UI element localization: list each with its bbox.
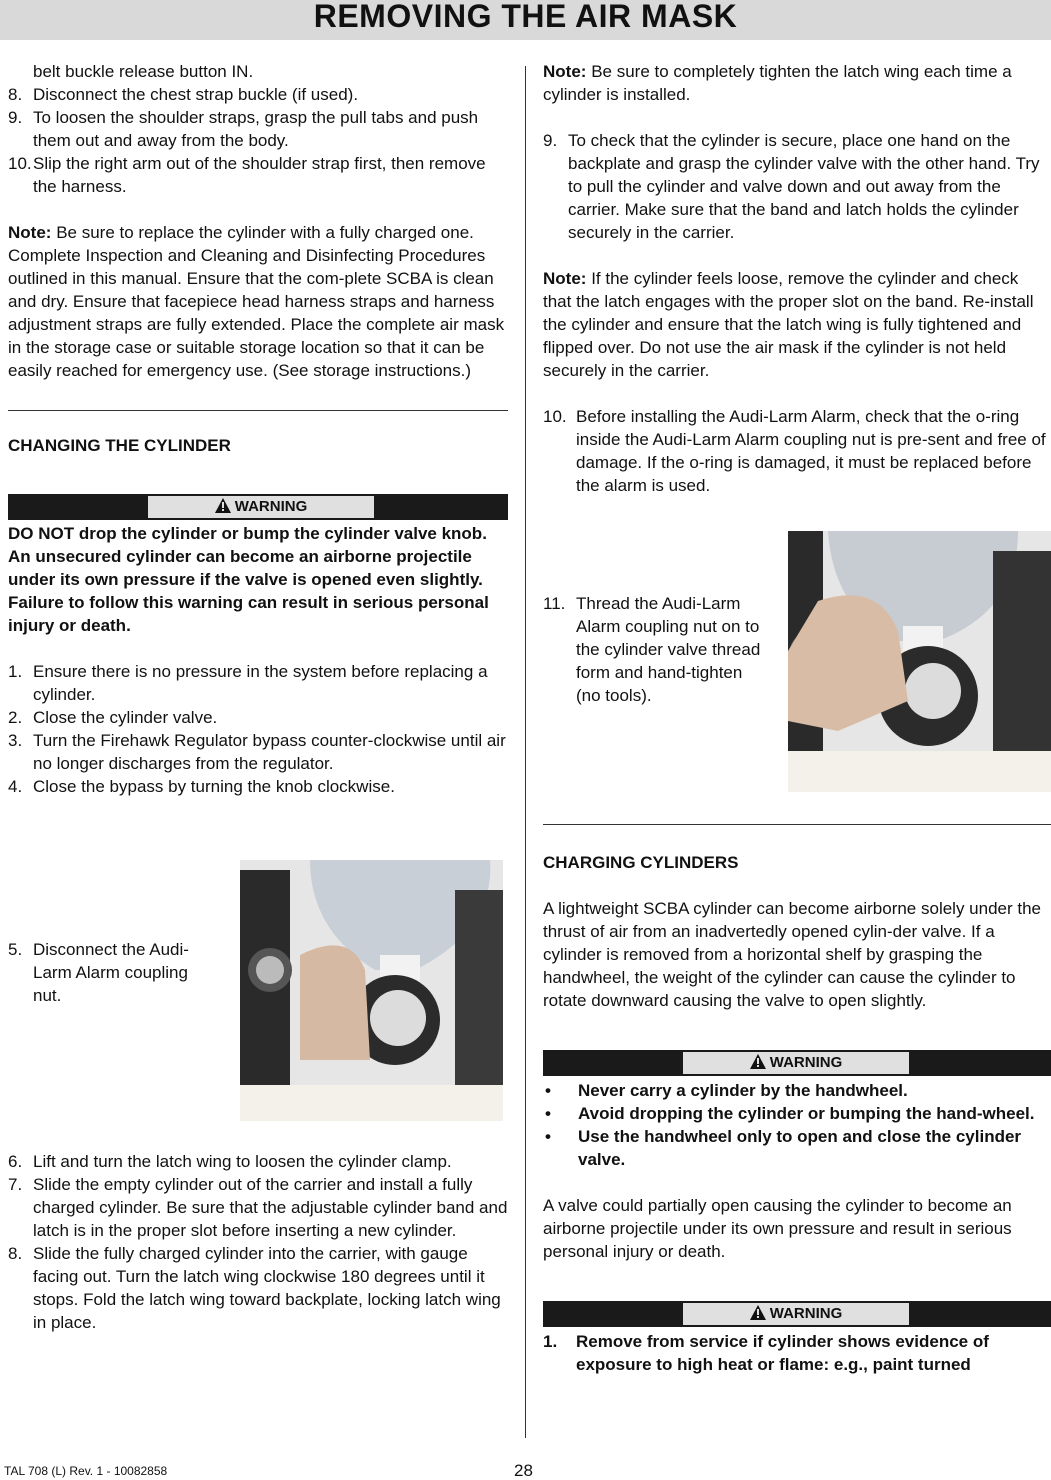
- step-number: 11.: [543, 594, 566, 613]
- column-divider: [525, 66, 526, 1438]
- step-number: 2.: [8, 708, 23, 727]
- warning-banner: [543, 1050, 1051, 1076]
- warning-bullets: [543, 1079, 1051, 1171]
- list-item: [8, 1242, 508, 1334]
- step-number: 9.: [8, 108, 23, 127]
- step-number: 9.: [543, 131, 558, 150]
- step-number: 5.: [8, 940, 23, 959]
- warning-label-box: [148, 496, 374, 518]
- steps-list-a: [8, 83, 508, 198]
- warning-triangle-icon: [750, 1305, 766, 1320]
- bullet-text: Never carry a cylinder by the handwheel.: [578, 1081, 908, 1100]
- cylinder-valve-photo: [240, 860, 503, 1121]
- warning-bullet: [543, 1125, 1051, 1171]
- step-text: Ensure there is no pressure in the system before replacing a cylinder.: [33, 662, 488, 704]
- step-number: 1.: [8, 662, 23, 681]
- step-text: Slide the empty cylinder out of the carrier and install a fully charged cylinder. Be sure that the adjustable cylinder band and latch is in the proper slot before inserting a new cylinder.: [33, 1175, 508, 1240]
- list-item: [8, 152, 508, 198]
- page-number: 28: [514, 1461, 533, 1480]
- warning-banner: [8, 494, 508, 520]
- steps-list-c: [8, 1150, 508, 1334]
- continued-line: belt buckle release button IN.: [33, 62, 254, 81]
- note-label: Note:: [543, 269, 587, 288]
- step-number: 1.: [543, 1332, 558, 1351]
- warning-label-box: [683, 1052, 909, 1074]
- left-column: [8, 60, 508, 798]
- note-paragraph: [8, 221, 508, 382]
- step-text: Disconnect the Audi-Larm Alarm coupling nut.: [33, 940, 189, 1005]
- note-label: Note:: [543, 62, 587, 81]
- valve-paragraph: A valve could partially open causing the cylinder to become an airborne projectile under its own pressure and result in serious personal injury or death.: [543, 1196, 1012, 1261]
- note-text: Be sure to completely tighten the latch wing each time a cylinder is installed.: [543, 62, 1012, 104]
- bullet-mark: •: [545, 1081, 551, 1100]
- list-item: [8, 106, 508, 152]
- list-item: [8, 706, 508, 729]
- warning-label: WARNING: [769, 1305, 843, 1322]
- warning-bullet: [543, 1102, 1051, 1125]
- step-number: 4.: [8, 777, 23, 796]
- step-9: [543, 129, 1051, 244]
- list-item: [8, 1150, 508, 1173]
- step-number: 6.: [8, 1152, 23, 1171]
- list-item: [8, 1173, 508, 1242]
- cylinder-valve-photo: [788, 531, 1051, 792]
- note-text: Be sure to replace the cylinder with a fully charged one. Complete Inspection and Cleaning and Disinfecting Procedures outlined in this manual. Ensure that the com-plete SCBA is clean and dry. Ensure that facepiece head harness straps and harness adjustment straps are fully extended. Place the complete air mask in the storage case or suitable storage location so that it can be easily reached for emergency use. (See storage instructions.): [8, 223, 505, 380]
- document-code: TAL 708 (L) Rev. 1 - 10082858: [4, 1464, 168, 1478]
- step-text: Before installing the Audi-Larm Alarm, check that the o-ring inside the Audi-Larm Alarm coupling nut is pre-sent and free of damage. If the o-ring is damaged, it must be replaced before the alarm is used.: [576, 407, 1046, 495]
- bullet-mark: •: [545, 1104, 551, 1123]
- photo-disconnect-alarm: [240, 860, 503, 1121]
- step-number: 10.: [543, 407, 567, 426]
- step-number: 3.: [8, 731, 23, 750]
- warning-banner: [543, 1301, 1051, 1327]
- warning-text: DO NOT drop the cylinder or bump the cylinder valve knob. An unsecured cylinder can become an airborne projectile under its own pressure if the valve is opened even slightly. Failure to follow this warning can result in serious personal injury or death.: [8, 524, 489, 635]
- step-text: To loosen the shoulder straps, grasp the pull tabs and push them out and away from the body.: [33, 108, 479, 150]
- note-text: If the cylinder feels loose, remove the cylinder and check that the latch engages with the proper slot on the band. Re-install the cylinder and ensure that the latch wing is fully tightened and flipped over. Do not use the air mask if the cylinder is not held securely in the carrier.: [543, 269, 1034, 380]
- steps-list-b: [8, 660, 508, 798]
- step-number: 10.: [8, 154, 32, 173]
- list-item: [8, 660, 508, 706]
- step-text: Slip the right arm out of the shoulder strap first, then remove the harness.: [33, 154, 486, 196]
- step-number: 8.: [8, 85, 23, 104]
- warning-label: WARNING: [234, 498, 308, 515]
- right-column: [543, 60, 1051, 497]
- photo-thread-alarm: [788, 531, 1051, 792]
- step-text: Lift and turn the latch wing to loosen the cylinder clamp.: [33, 1152, 452, 1171]
- warning-triangle-icon: [750, 1054, 766, 1069]
- final-step: [543, 1330, 1051, 1376]
- bullet-text: Avoid dropping the cylinder or bumping the hand-wheel.: [578, 1104, 1035, 1123]
- step-11: [543, 592, 771, 707]
- step-text: Slide the fully charged cylinder into the carrier, with gauge facing out. Turn the latch wing clockwise 180 degrees until it stops. Fold the latch wing toward backplate, locking latch wing in place.: [33, 1244, 501, 1332]
- section-title-changing: CHANGING THE CYLINDER: [8, 436, 231, 455]
- step-text: Remove from service if cylinder shows evidence of exposure to high heat or flame: e.g., paint turned: [576, 1332, 989, 1374]
- list-item: [8, 729, 508, 775]
- step-text: To check that the cylinder is secure, place one hand on the backplate and grasp the cylinder valve with the other hand. Try to pull the cylinder and valve down and out away from the carrier. Make sure that the band and latch holds the cylinder securely in the carrier.: [568, 131, 1040, 242]
- list-item: [8, 775, 508, 798]
- charging-paragraph: A lightweight SCBA cylinder can become airborne solely under the thrust of air from an inadvertedly opened cylin-der valve. If a cylinder is removed from a horizontal shelf by grasping the handwheel, the weight of the cylinder can cause the cylinder to rotate downward causing the valve to open slightly.: [543, 899, 1042, 1010]
- warning-label: WARNING: [769, 1054, 843, 1071]
- note-2: [543, 267, 1051, 382]
- step-number: 7.: [8, 1175, 23, 1194]
- note-label: Note:: [8, 223, 52, 242]
- section-title-charging: CHARGING CYLINDERS: [543, 853, 739, 872]
- bullet-text: Use the handwheel only to open and close the cylinder valve.: [578, 1127, 1022, 1169]
- warning-bullet: [543, 1079, 1051, 1102]
- warning-triangle-icon: [215, 498, 231, 513]
- step-text: Disconnect the chest strap buckle (if used).: [33, 85, 359, 104]
- step-text: Close the bypass by turning the knob clockwise.: [33, 777, 395, 796]
- step-text: Close the cylinder valve.: [33, 708, 218, 727]
- bullet-mark: •: [545, 1127, 551, 1146]
- page-title: REMOVING THE AIR MASK: [0, 0, 1051, 40]
- right-lower: [543, 824, 1051, 1376]
- step-text: Turn the Firehawk Regulator bypass counter-clockwise until air no longer discharges from the regulator.: [33, 731, 506, 773]
- step-5: [8, 938, 213, 1007]
- note-1: [543, 60, 1051, 106]
- step-text: Thread the Audi-Larm Alarm coupling nut on to the cylinder valve thread form and hand-tighten (no tools).: [576, 594, 761, 705]
- warning-label-box: [683, 1303, 909, 1325]
- step-number: 8.: [8, 1244, 23, 1263]
- list-item: [8, 83, 508, 106]
- step-10: [543, 405, 1051, 497]
